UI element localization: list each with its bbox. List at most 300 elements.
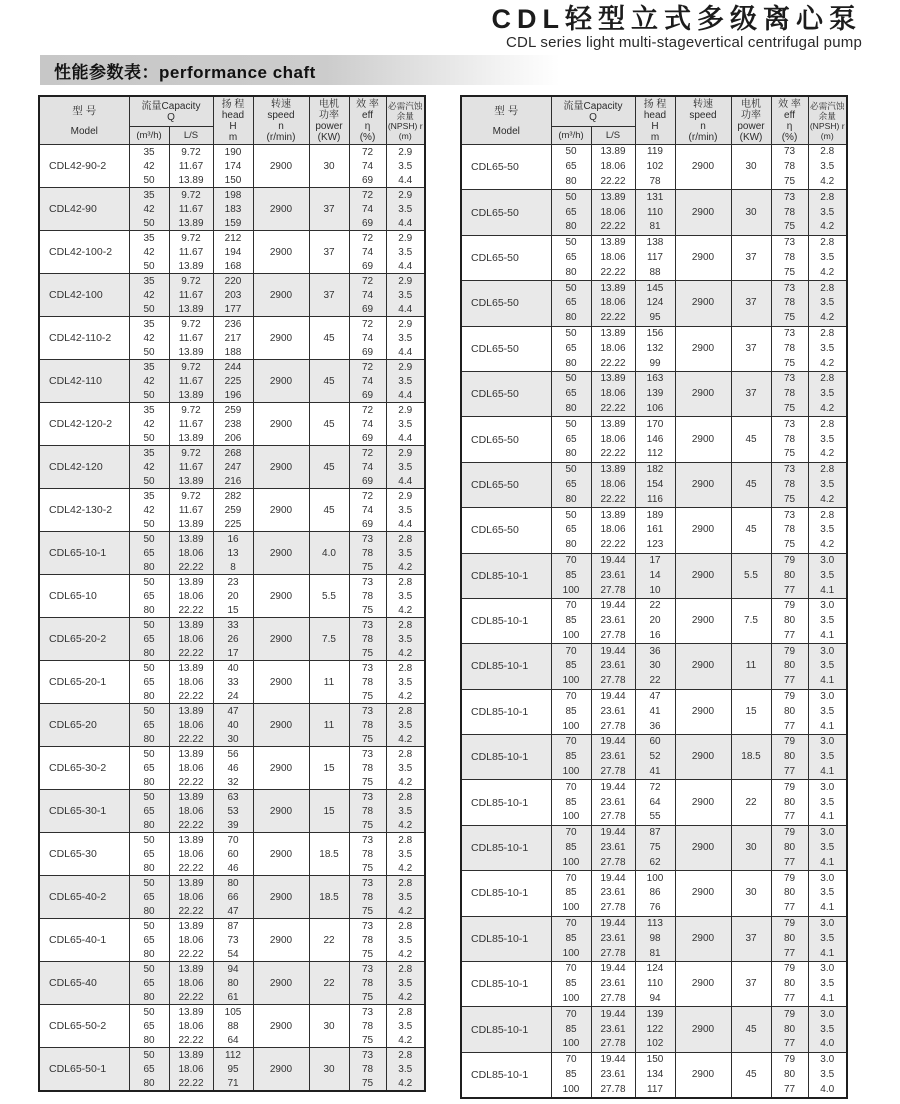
cell-capacity-ls: 22.22 — [591, 447, 635, 462]
cell-capacity-ls: 22.22 — [169, 904, 213, 919]
cell-capacity-m3h: 65 — [129, 933, 169, 947]
row-group — [39, 876, 425, 919]
cell-power: 45 — [309, 446, 349, 489]
cell-capacity-ls: 11.67 — [169, 331, 213, 345]
cell-npsh: 2.8 — [386, 618, 425, 633]
col-label-head-sym: H — [651, 120, 659, 132]
cell-eff: 75 — [349, 646, 386, 661]
cell-head: 236 — [213, 317, 253, 332]
cell-capacity-m3h: 70 — [551, 1007, 591, 1022]
cell-power: 30 — [731, 825, 771, 870]
table-row — [461, 417, 847, 432]
cell-capacity-ls: 13.89 — [169, 532, 213, 547]
cell-head: 282 — [213, 489, 253, 504]
cell-capacity-m3h: 85 — [551, 931, 591, 946]
cell-npsh: 2.9 — [386, 446, 425, 461]
cell-speed: 2900 — [253, 188, 309, 231]
row-group — [461, 598, 847, 643]
cell-capacity-ls: 13.89 — [591, 417, 635, 432]
cell-capacity-m3h: 100 — [551, 855, 591, 870]
cell-capacity-ls: 19.44 — [591, 962, 635, 977]
spec-table-right — [460, 95, 848, 1099]
cell-head: 75 — [635, 841, 675, 856]
cell-head: 20 — [213, 589, 253, 603]
cell-capacity-m3h: 70 — [551, 962, 591, 977]
cell-eff: 73 — [771, 326, 808, 341]
cell-capacity-m3h: 100 — [551, 719, 591, 734]
row-group — [461, 644, 847, 689]
cell-model: CDL65-40-1 — [39, 919, 129, 962]
cell-npsh: 2.9 — [386, 145, 425, 160]
table-row — [39, 489, 425, 504]
col-label-npsh-zh2: 余量 — [818, 110, 836, 121]
cell-eff: 80 — [771, 1068, 808, 1083]
cell-head: 244 — [213, 360, 253, 375]
cell-head: 99 — [635, 356, 675, 371]
cell-eff: 80 — [771, 931, 808, 946]
col-label-eff-en: eff — [362, 109, 373, 121]
cell-speed: 2900 — [253, 489, 309, 532]
cell-capacity-m3h: 85 — [551, 659, 591, 674]
cell-power: 45 — [731, 462, 771, 507]
cell-head: 123 — [635, 538, 675, 553]
cell-capacity-m3h: 42 — [129, 374, 169, 388]
cell-head: 194 — [213, 245, 253, 259]
cell-power: 11 — [309, 704, 349, 747]
table-row — [39, 360, 425, 375]
cell-head: 94 — [213, 962, 253, 977]
col-label-model-en: Model — [492, 125, 520, 137]
row-group — [39, 274, 425, 317]
cell-head: 124 — [635, 962, 675, 977]
cell-npsh: 4.1 — [808, 992, 847, 1007]
row-group — [461, 780, 847, 825]
cell-npsh: 3.5 — [808, 568, 847, 583]
cell-head: 70 — [213, 833, 253, 848]
cell-head: 40 — [213, 718, 253, 732]
cell-eff: 78 — [771, 296, 808, 311]
cell-power: 30 — [309, 145, 349, 188]
cell-eff: 78 — [771, 341, 808, 356]
cell-capacity-ls: 9.72 — [169, 145, 213, 160]
cell-eff: 74 — [349, 503, 386, 517]
cell-head: 188 — [213, 345, 253, 360]
cell-head: 196 — [213, 388, 253, 403]
cell-capacity-m3h: 65 — [129, 890, 169, 904]
col-label-eff-unit: (%) — [359, 131, 376, 143]
cell-capacity-m3h: 50 — [129, 962, 169, 977]
cell-npsh: 3.5 — [386, 159, 425, 173]
cell-head: 52 — [635, 750, 675, 765]
cell-npsh: 2.8 — [386, 747, 425, 762]
cell-eff: 80 — [771, 1022, 808, 1037]
cell-capacity-ls: 22.22 — [591, 220, 635, 235]
cell-head: 100 — [635, 871, 675, 886]
cell-head: 86 — [635, 886, 675, 901]
cell-eff: 78 — [349, 804, 386, 818]
cell-npsh: 4.2 — [386, 947, 425, 962]
cell-npsh: 3.0 — [808, 1052, 847, 1067]
page-subtitle: CDL series light multi-stagevertical centrifugal pump — [505, 34, 862, 52]
col-label-power-zh1: 电机 — [319, 98, 339, 110]
cell-npsh: 4.2 — [386, 775, 425, 790]
cell-capacity-ls: 18.06 — [169, 933, 213, 947]
table-row — [461, 508, 847, 523]
cell-capacity-ls: 19.44 — [591, 780, 635, 795]
col-label-speed-unit: (r/min) — [266, 131, 296, 143]
row-group — [39, 962, 425, 1005]
cell-capacity-m3h: 80 — [551, 538, 591, 553]
cell-capacity-m3h: 50 — [129, 216, 169, 231]
cell-eff: 72 — [349, 317, 386, 332]
cell-eff: 78 — [771, 523, 808, 538]
cell-npsh: 3.5 — [808, 341, 847, 356]
table-header — [39, 96, 425, 145]
cell-npsh: 3.5 — [808, 795, 847, 810]
cell-npsh: 4.2 — [386, 560, 425, 575]
cell-speed: 2900 — [253, 317, 309, 360]
cell-eff: 72 — [349, 489, 386, 504]
cell-head: 78 — [635, 175, 675, 190]
section-label: 性能参数表：performance chaft — [54, 62, 316, 82]
cell-capacity-m3h: 100 — [551, 946, 591, 961]
cell-npsh: 4.4 — [386, 173, 425, 188]
col-label-head-en: head — [643, 109, 667, 121]
cell-capacity-ls: 18.06 — [591, 387, 635, 402]
cell-head: 80 — [213, 876, 253, 891]
cell-model: CDL65-30-2 — [39, 747, 129, 790]
cell-eff: 78 — [349, 761, 386, 775]
cell-model: CDL65-30 — [39, 833, 129, 876]
cell-power: 5.5 — [731, 553, 771, 598]
cell-capacity-ls: 27.78 — [591, 674, 635, 689]
cell-capacity-m3h: 65 — [129, 718, 169, 732]
cell-npsh: 4.2 — [808, 356, 847, 371]
cell-eff: 69 — [349, 517, 386, 532]
cell-eff: 69 — [349, 216, 386, 231]
col-label-capacity: 流量Capacity — [141, 100, 201, 112]
cell-capacity-m3h: 65 — [129, 847, 169, 861]
cell-head: 259 — [213, 503, 253, 517]
cell-eff: 80 — [771, 568, 808, 583]
row-group — [461, 371, 847, 416]
cell-head: 139 — [635, 387, 675, 402]
cell-capacity-m3h: 50 — [129, 704, 169, 719]
cell-capacity-m3h: 50 — [129, 661, 169, 676]
cell-capacity-m3h: 80 — [551, 175, 591, 190]
col-label-npsh-unit: (m) — [820, 130, 834, 141]
cell-npsh: 3.5 — [386, 675, 425, 689]
cell-capacity-m3h: 80 — [129, 1076, 169, 1091]
cell-model: CDL65-50 — [461, 371, 551, 416]
cell-eff: 74 — [349, 159, 386, 173]
cell-capacity-m3h: 50 — [129, 173, 169, 188]
cell-npsh: 3.5 — [386, 847, 425, 861]
cell-capacity-m3h: 65 — [551, 205, 591, 220]
cell-npsh: 2.9 — [386, 489, 425, 504]
table-row — [39, 317, 425, 332]
cell-power: 22 — [731, 780, 771, 825]
cell-capacity-ls: 22.22 — [169, 947, 213, 962]
cell-capacity-m3h: 50 — [129, 388, 169, 403]
cell-capacity-ls: 27.78 — [591, 992, 635, 1007]
cell-capacity-m3h: 100 — [551, 810, 591, 825]
cell-head: 212 — [213, 231, 253, 246]
cell-model: CDL65-50-1 — [39, 1048, 129, 1092]
cell-eff: 69 — [349, 388, 386, 403]
col-header-capacity — [551, 96, 635, 127]
table-row — [461, 962, 847, 977]
cell-capacity-ls: 9.72 — [169, 231, 213, 246]
cell-head: 198 — [213, 188, 253, 203]
cell-power: 11 — [731, 644, 771, 689]
cell-model: CDL65-40-2 — [39, 876, 129, 919]
cell-capacity-ls: 18.06 — [169, 804, 213, 818]
cell-npsh: 4.2 — [386, 689, 425, 704]
cell-capacity-ls: 23.61 — [591, 614, 635, 629]
cell-capacity-ls: 22.22 — [169, 689, 213, 704]
cell-capacity-ls: 27.78 — [591, 810, 635, 825]
col-label-head-zh: 扬 程 — [643, 98, 667, 110]
table-row — [461, 326, 847, 341]
cell-capacity-m3h: 70 — [551, 871, 591, 886]
cell-head: 72 — [635, 780, 675, 795]
cell-eff: 73 — [349, 790, 386, 805]
cell-head: 33 — [213, 675, 253, 689]
cell-head: 87 — [213, 919, 253, 934]
row-group — [461, 871, 847, 916]
cell-eff: 72 — [349, 403, 386, 418]
cell-capacity-ls: 11.67 — [169, 417, 213, 431]
cell-power: 30 — [731, 145, 771, 190]
col-label-npsh-en: (NPSH) r — [387, 120, 423, 131]
cell-eff: 79 — [771, 871, 808, 886]
cell-power: 18.5 — [731, 735, 771, 780]
cell-eff: 73 — [349, 1005, 386, 1020]
table-row — [461, 553, 847, 568]
cell-eff: 79 — [771, 735, 808, 750]
cell-head: 60 — [213, 847, 253, 861]
cell-npsh: 3.5 — [386, 417, 425, 431]
cell-speed: 2900 — [253, 618, 309, 661]
cell-head: 39 — [213, 818, 253, 833]
cell-eff: 75 — [349, 732, 386, 747]
cell-head: 55 — [635, 810, 675, 825]
row-group — [39, 833, 425, 876]
cell-head: 46 — [213, 761, 253, 775]
col-label-speed-zh: 转速 — [271, 98, 291, 110]
cell-speed: 2900 — [253, 661, 309, 704]
cell-capacity-m3h: 100 — [551, 629, 591, 644]
cell-capacity-ls: 13.89 — [591, 235, 635, 250]
cell-capacity-ls: 23.61 — [591, 659, 635, 674]
cell-capacity-ls: 19.44 — [591, 871, 635, 886]
cell-eff: 75 — [349, 947, 386, 962]
cell-eff: 77 — [771, 1037, 808, 1052]
cell-capacity-ls: 11.67 — [169, 159, 213, 173]
cell-capacity-m3h: 42 — [129, 460, 169, 474]
table-row — [461, 1052, 847, 1067]
cell-head: 139 — [635, 1007, 675, 1022]
col-label-npsh-zh1: 必需汽蚀 — [810, 100, 845, 111]
cell-capacity-ls: 13.89 — [169, 517, 213, 532]
cell-npsh: 3.5 — [808, 704, 847, 719]
cell-eff: 75 — [771, 492, 808, 507]
cell-head: 95 — [213, 1062, 253, 1076]
cell-npsh: 2.8 — [386, 661, 425, 676]
col-header-power — [309, 96, 349, 145]
col-header-m3h: (m³/h) — [551, 127, 591, 145]
cell-head: 268 — [213, 446, 253, 461]
cell-capacity-m3h: 80 — [129, 560, 169, 575]
col-label-model-zh: 型 号 — [72, 104, 97, 117]
table-row — [461, 462, 847, 477]
cell-npsh: 4.1 — [808, 629, 847, 644]
cell-head: 98 — [635, 931, 675, 946]
cell-head: 33 — [213, 618, 253, 633]
page-title: CDL轻型立式多级离心泵 — [491, 4, 862, 34]
cell-eff: 77 — [771, 855, 808, 870]
cell-npsh: 3.5 — [808, 205, 847, 220]
cell-power: 30 — [309, 1048, 349, 1092]
cell-head: 145 — [635, 281, 675, 296]
cell-head: 32 — [213, 775, 253, 790]
cell-capacity-m3h: 50 — [129, 474, 169, 489]
cell-capacity-ls: 18.06 — [591, 523, 635, 538]
cell-npsh: 4.2 — [386, 861, 425, 876]
cell-capacity-ls: 13.89 — [169, 1048, 213, 1063]
row-group — [461, 326, 847, 371]
cell-capacity-m3h: 80 — [551, 492, 591, 507]
cell-capacity-ls: 13.89 — [169, 661, 213, 676]
row-group — [461, 1052, 847, 1098]
cell-capacity-ls: 23.61 — [591, 568, 635, 583]
cell-capacity-m3h: 50 — [129, 532, 169, 547]
cell-speed: 2900 — [675, 281, 731, 326]
cell-speed: 2900 — [675, 1007, 731, 1052]
cell-capacity-ls: 9.72 — [169, 360, 213, 375]
cell-capacity-m3h: 65 — [551, 341, 591, 356]
cell-npsh: 3.0 — [808, 916, 847, 931]
cell-capacity-ls: 18.06 — [169, 1062, 213, 1076]
table-row — [461, 1007, 847, 1022]
cell-head: 124 — [635, 296, 675, 311]
cell-npsh: 2.8 — [808, 281, 847, 296]
cell-npsh: 4.2 — [386, 732, 425, 747]
cell-speed: 2900 — [675, 825, 731, 870]
cell-power: 37 — [731, 326, 771, 371]
cell-speed: 2900 — [253, 446, 309, 489]
cell-capacity-ls: 23.61 — [591, 977, 635, 992]
cell-capacity-ls: 9.72 — [169, 274, 213, 289]
cell-capacity-ls: 27.78 — [591, 1037, 635, 1052]
cell-npsh: 4.2 — [386, 818, 425, 833]
cell-head: 53 — [213, 804, 253, 818]
cell-capacity-m3h: 50 — [129, 345, 169, 360]
cell-eff: 75 — [349, 1076, 386, 1091]
cell-npsh: 3.5 — [386, 288, 425, 302]
row-group — [461, 190, 847, 235]
col-label-power-zh1: 电机 — [741, 98, 761, 110]
cell-head: 102 — [635, 1037, 675, 1052]
cell-npsh: 3.0 — [808, 553, 847, 568]
cell-capacity-ls: 23.61 — [591, 841, 635, 856]
cell-eff: 69 — [349, 431, 386, 446]
cell-eff: 69 — [349, 474, 386, 489]
cell-capacity-m3h: 70 — [551, 825, 591, 840]
table-row — [39, 618, 425, 633]
cell-npsh: 3.5 — [808, 478, 847, 493]
cell-eff: 73 — [771, 371, 808, 386]
cell-capacity-m3h: 100 — [551, 583, 591, 598]
cell-capacity-m3h: 65 — [551, 432, 591, 447]
row-group — [39, 661, 425, 704]
cell-capacity-ls: 22.22 — [591, 402, 635, 417]
cell-capacity-ls: 27.78 — [591, 1082, 635, 1098]
cell-eff: 73 — [771, 190, 808, 205]
cell-npsh: 2.8 — [808, 326, 847, 341]
cell-capacity-ls: 19.44 — [591, 735, 635, 750]
cell-npsh: 2.9 — [386, 403, 425, 418]
cell-capacity-ls: 22.22 — [591, 175, 635, 190]
row-group — [461, 962, 847, 1007]
cell-power: 15 — [731, 689, 771, 734]
cell-capacity-m3h: 50 — [129, 1005, 169, 1020]
cell-eff: 79 — [771, 553, 808, 568]
cell-model: CDL65-50 — [461, 145, 551, 190]
cell-head: 10 — [635, 583, 675, 598]
cell-head: 138 — [635, 235, 675, 250]
cell-eff: 79 — [771, 780, 808, 795]
cell-capacity-m3h: 80 — [129, 646, 169, 661]
cell-speed: 2900 — [253, 575, 309, 618]
cell-capacity-ls: 11.67 — [169, 460, 213, 474]
cell-head: 131 — [635, 190, 675, 205]
cell-capacity-ls: 27.78 — [591, 583, 635, 598]
cell-head: 182 — [635, 462, 675, 477]
cell-capacity-ls: 19.44 — [591, 553, 635, 568]
cell-npsh: 3.0 — [808, 689, 847, 704]
cell-head: 81 — [635, 946, 675, 961]
cell-capacity-ls: 18.06 — [169, 718, 213, 732]
col-header-capacity — [129, 96, 213, 127]
cell-capacity-ls: 13.89 — [591, 508, 635, 523]
cell-head: 116 — [635, 492, 675, 507]
cell-eff: 79 — [771, 644, 808, 659]
cell-head: 106 — [635, 402, 675, 417]
cell-model: CDL85-10-1 — [461, 825, 551, 870]
cell-capacity-m3h: 65 — [129, 804, 169, 818]
cell-capacity-m3h: 80 — [551, 220, 591, 235]
cell-eff: 78 — [349, 976, 386, 990]
cell-capacity-m3h: 65 — [129, 632, 169, 646]
cell-eff: 80 — [771, 614, 808, 629]
col-header-power — [731, 96, 771, 145]
cell-power: 37 — [309, 274, 349, 317]
col-header-ls: L/S — [591, 127, 635, 145]
cell-capacity-m3h: 65 — [551, 478, 591, 493]
cell-capacity-ls: 18.06 — [169, 1019, 213, 1033]
cell-capacity-ls: 13.89 — [169, 259, 213, 274]
col-label-npsh-en: (NPSH) r — [809, 120, 845, 131]
cell-capacity-ls: 19.44 — [591, 1007, 635, 1022]
cell-capacity-ls: 18.06 — [591, 251, 635, 266]
cell-capacity-m3h: 50 — [551, 281, 591, 296]
cell-npsh: 3.5 — [808, 432, 847, 447]
cell-capacity-m3h: 65 — [551, 160, 591, 175]
cell-npsh: 2.9 — [386, 188, 425, 203]
table-row — [39, 575, 425, 590]
